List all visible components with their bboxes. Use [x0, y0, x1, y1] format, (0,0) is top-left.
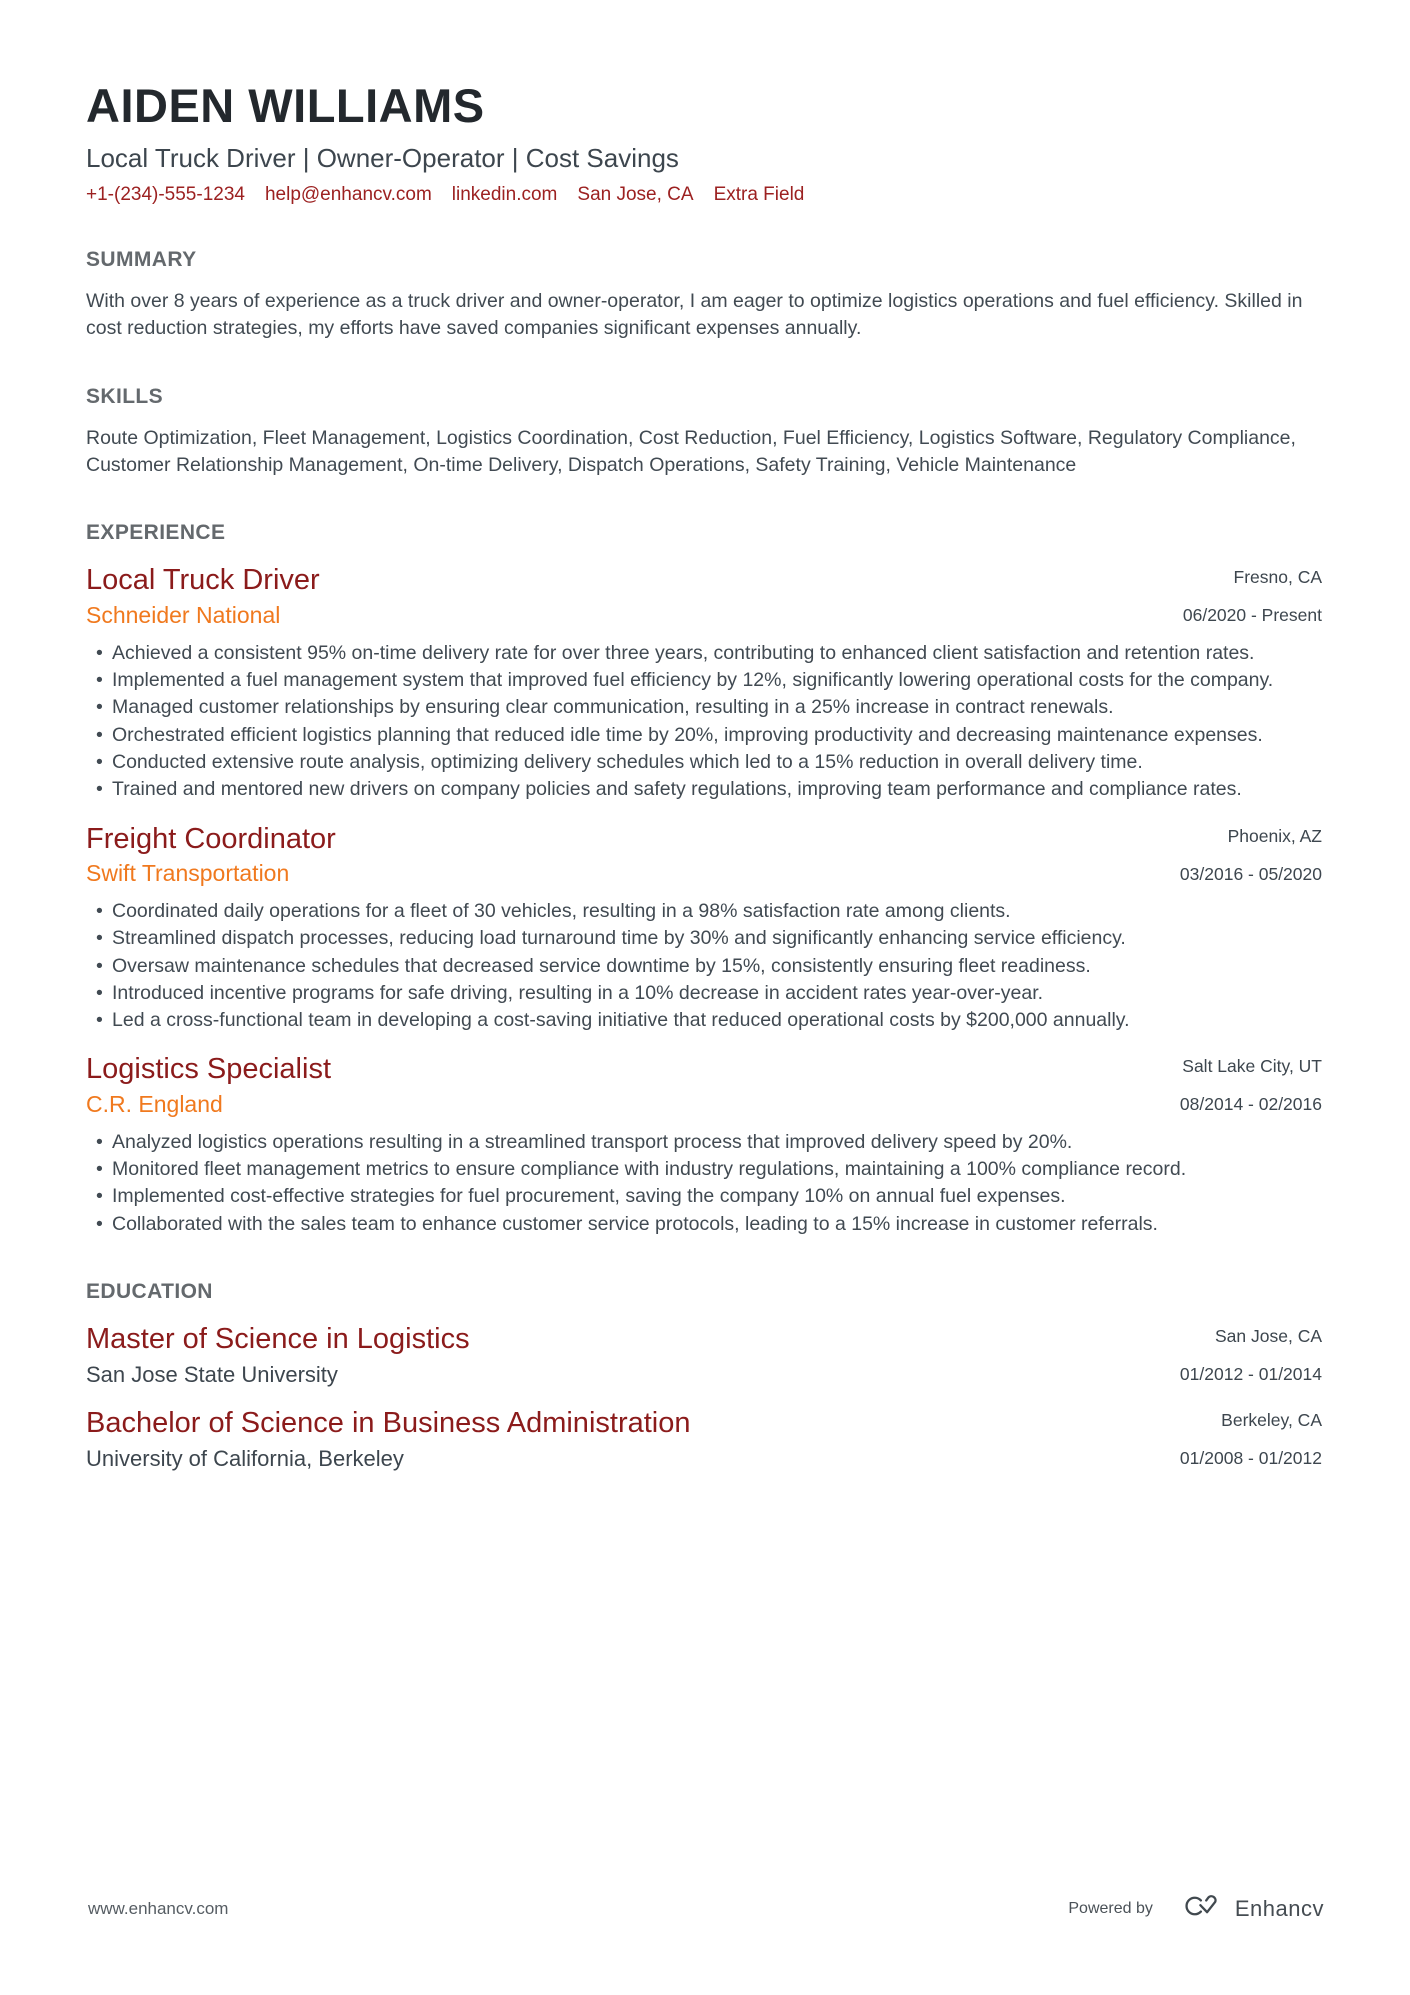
job-bullet-list: [86, 640, 1322, 804]
job-company: Swift Transportation: [86, 860, 290, 887]
experience-section: [86, 521, 1322, 1238]
school-name: San Jose State University: [86, 1361, 338, 1387]
job-meta: [1180, 822, 1322, 885]
page-footer: [88, 1894, 1324, 1923]
contact-linkedin[interactable]: linkedin.com: [451, 184, 558, 206]
education-dates: 01/2008 - 01/2012: [1179, 1448, 1322, 1469]
contact-row: [86, 184, 1322, 206]
education-heading: EDUCATION: [86, 1280, 213, 1303]
job-meta: [1180, 1052, 1322, 1115]
skills-section: [86, 385, 1322, 480]
job-bullet: • Trained and mentored new drivers on company policies and safety regulations, improving team performance and compliance rates.: [112, 776, 1322, 803]
job-title: Logistics Specialist: [86, 1053, 331, 1086]
summary-section: [86, 248, 1322, 343]
job-entry-main: [86, 1052, 331, 1118]
job-bullet-list: [86, 1129, 1322, 1238]
job-location: Salt Lake City, UT: [1182, 1056, 1322, 1077]
education-dates: 01/2012 - 01/2014: [1179, 1364, 1322, 1384]
job-entry-main: [86, 822, 336, 888]
education-entry-header: [86, 1322, 1322, 1388]
job-bullet: • Conducted extensive route analysis, optimizing delivery schedules which led to a 15% reduction in overall delivery time.: [112, 749, 1322, 776]
enhancv-wordmark[interactable]: Enhancv: [1234, 1895, 1324, 1921]
job-entry-header: [86, 1052, 1322, 1118]
job-location: Fresno, CA: [1233, 567, 1322, 588]
job-dates: 08/2014 - 02/2016: [1179, 1094, 1322, 1115]
footer-website-link[interactable]: www.enhancv.com: [88, 1898, 229, 1918]
education-entry-main: [86, 1406, 690, 1472]
experience-heading: EXPERIENCE: [86, 521, 226, 545]
job-bullet: • Introduced incentive programs for safe driving, resulting in a 10% decrease in accident rates year-over-year.: [112, 980, 1322, 1007]
job-entry: [86, 563, 1322, 803]
job-entry: [86, 1052, 1322, 1238]
candidate-name: AIDEN WILLIAMS: [86, 79, 485, 132]
job-bullet: • Achieved a consistent 95% on-time delivery rate for over three years, contributing to enhanced client satisfaction and retention rates.: [112, 640, 1322, 667]
job-location: Phoenix, AZ: [1227, 825, 1322, 846]
job-bullet: • Streamlined dispatch processes, reducing load turnaround time by 30% and significantly enhancing service efficiency.: [112, 925, 1322, 952]
school-name: University of California, Berkeley: [86, 1445, 404, 1471]
job-bullet: • Managed customer relationships by ensuring clear communication, resulting in a 25% increase in contract renewals.: [112, 694, 1322, 721]
education-meta: [1180, 1322, 1322, 1385]
job-title: Local Truck Driver: [86, 564, 320, 597]
job-title: Freight Coordinator: [86, 822, 336, 855]
education-meta: [1180, 1406, 1322, 1469]
job-dates: 06/2020 - Present: [1182, 605, 1322, 626]
contact-email[interactable]: help@enhancv.com: [264, 184, 432, 206]
contact-extra-field: Extra Field: [713, 184, 805, 206]
enhancv-logo-icon: [1175, 1894, 1221, 1923]
education-location: San Jose, CA: [1215, 1326, 1322, 1346]
job-meta: [1183, 563, 1322, 626]
job-bullet: • Analyzed logistics operations resulting in a streamlined transport process that improved delivery speed by 20%.: [112, 1129, 1322, 1156]
job-entry-main: [86, 563, 320, 629]
education-entry: [86, 1322, 1322, 1388]
skills-heading: SKILLS: [86, 384, 164, 408]
contact-phone[interactable]: +1-(234)-555-1234: [86, 184, 245, 206]
job-company: C.R. England: [86, 1091, 223, 1118]
education-section: [86, 1280, 1322, 1472]
job-bullet: • Implemented a fuel management system that improved fuel efficiency by 12%, significantly lowering operational costs for the company.: [112, 667, 1322, 694]
job-bullet: • Implemented cost-effective strategies for fuel procurement, saving the company 10% on annual fuel expenses.: [112, 1183, 1322, 1210]
job-bullet: • Orchestrated efficient logistics planning that reduced idle time by 20%, improving productivity and decreasing maintenance expenses.: [112, 722, 1322, 749]
contact-location: San Jose, CA: [577, 184, 694, 206]
candidate-headline: Local Truck Driver | Owner-Operator | Cost Savings: [86, 142, 679, 173]
summary-heading: SUMMARY: [86, 248, 197, 272]
skills-text: Route Optimization, Fleet Management, Logistics Coordination, Cost Reduction, Fuel Efficiency, Logistics Software, Regulatory Compliance, Customer Relationship Management, On-time Delivery, Dispatch Operations, Safety Training, Vehicle Maintenance: [86, 426, 1296, 477]
degree-title: Bachelor of Science in Business Administration: [86, 1407, 691, 1440]
job-entry: [86, 822, 1322, 1035]
education-entry: [86, 1406, 1322, 1472]
job-entry-header: [86, 822, 1322, 888]
education-location: Berkeley, CA: [1221, 1410, 1322, 1431]
job-bullet-list: [86, 898, 1322, 1034]
degree-title: Master of Science in Logistics: [86, 1323, 470, 1355]
summary-text: With over 8 years of experience as a truck driver and owner-operator, I am eager to optimize logistics operations and fuel efficiency. Skilled in cost reduction strategies, my efforts have saved companies significant expenses annually.: [86, 290, 1303, 340]
job-bullet: • Coordinated daily operations for a fleet of 30 vehicles, resulting in a 98% satisfaction rate among clients.: [112, 898, 1322, 925]
job-bullet: • Monitored fleet management metrics to ensure compliance with industry regulations, maintaining a 100% compliance record.: [112, 1156, 1322, 1183]
job-bullet: • Oversaw maintenance schedules that decreased service downtime by 15%, consistently ensuring fleet readiness.: [112, 953, 1322, 980]
job-bullet: • Collaborated with the sales team to enhance customer service protocols, leading to a 15% increase in customer referrals.: [112, 1211, 1322, 1238]
education-entry-main: [86, 1322, 470, 1388]
job-bullet: • Led a cross-functional team in developing a cost-saving initiative that reduced operational costs by $200,000 annually.: [112, 1007, 1322, 1034]
powered-by-label: Powered by: [1068, 1899, 1153, 1917]
resume-header: [86, 80, 1322, 206]
job-company: Schneider National: [86, 602, 281, 629]
job-dates: 03/2016 - 05/2020: [1179, 863, 1322, 884]
footer-brand: [1068, 1894, 1324, 1923]
job-entry-header: [86, 563, 1322, 629]
education-entry-header: [86, 1406, 1322, 1472]
